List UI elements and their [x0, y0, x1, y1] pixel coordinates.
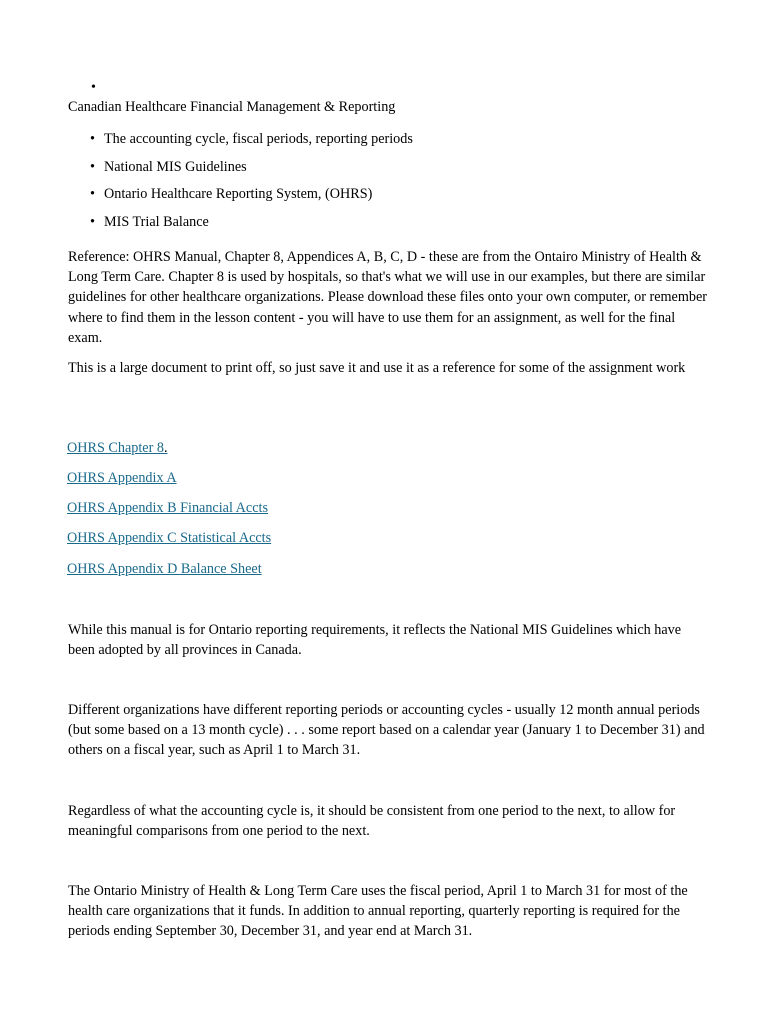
ministry-fiscal-paragraph: The Ontario Ministry of Health & Long Term Care uses the fiscal period, April 1 to March 31 for most of the health care organizations that it funds. In addition to annual reporting, quarterly reporting is required for the periods ending September 30, December 31, and year end at March 31.	[68, 883, 688, 940]
bullet-icon: •	[90, 159, 95, 175]
topic-item: • The accounting cycle, fiscal periods, reporting periods	[90, 131, 413, 147]
link-ohrs-appendix-b[interactable]: OHRS Appendix B Financial Accts	[67, 500, 268, 516]
topic-item: • National MIS Guidelines	[90, 159, 247, 175]
consistency-paragraph: Regardless of what the accounting cycle is, it should be consistent from one period to the next, to allow for meaningful comparisons from one period to the next.	[68, 803, 676, 840]
link-ohrs-appendix-c[interactable]: OHRS Appendix C Statistical Accts	[67, 530, 272, 546]
reporting-periods-paragraph: Different organizations have different reporting periods or accounting cycles - usually 12 month annual periods (but some based on a 13 month cycle) . . . some report based on a calendar year (January 1 to December 31) and others on a fiscal year, such as April 1 to March 31.	[68, 702, 705, 759]
manual-scope-paragraph: While this manual is for Ontario reporting requirements, it reflects the National MIS Guidelines which have been adopted by all provinces in Canada.	[68, 622, 682, 659]
link-ohrs-appendix-a[interactable]: OHRS Appendix A	[67, 470, 177, 486]
empty-bullet: •	[91, 80, 96, 95]
topic-item: • MIS Trial Balance	[90, 214, 209, 230]
print-note: This is a large document to print off, so just save it and use it as a reference for some of the assignment work	[68, 360, 686, 376]
bullet-icon: •	[90, 186, 95, 202]
link-ohrs-appendix-d[interactable]: OHRS Appendix D Balance Sheet	[67, 561, 262, 577]
topic-item: • Ontario Healthcare Reporting System, (OHRS)	[90, 186, 373, 202]
page-title: Canadian Healthcare Financial Management & Reporting	[68, 99, 396, 115]
link-ohrs-chapter-8[interactable]: OHRS Chapter 8.	[67, 440, 168, 456]
bullet-icon: •	[90, 214, 95, 230]
bullet-icon: •	[90, 131, 95, 147]
reference-paragraph: Reference: OHRS Manual, Chapter 8, Appendices A, B, C, D - these are from the Ontairo Ministry of Health & Long Term Care. Chapter 8 is used by hospitals, so that's what we will use in our examples, but there are similar guidelines for other healthcare organizations. Please download these files onto your own computer, or remember where to find them in the lesson content - you will have to use them for an assignment, as well for the final exam.	[68, 249, 707, 346]
